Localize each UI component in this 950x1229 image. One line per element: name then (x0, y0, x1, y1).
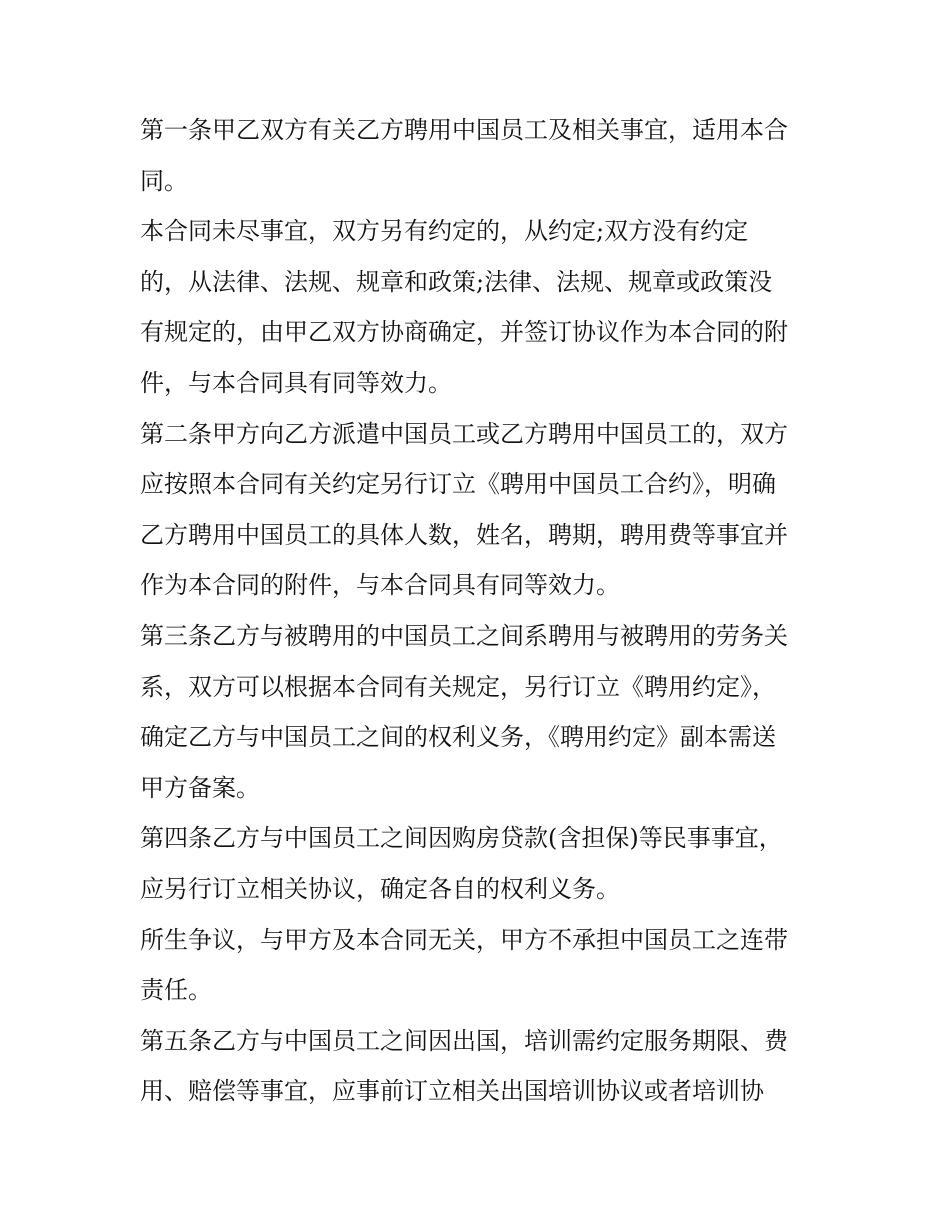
text-line: 责任。 (140, 976, 212, 1005)
text-line: 乙方聘用中国员工的具体人数，姓名，聘期，聘用费等事宜并 (140, 520, 788, 549)
text-line: 第四条乙方与中国员工之间因购房贷款(含担保)等民事事宜， (140, 824, 783, 853)
text-line: 甲方备案。 (140, 773, 260, 802)
text-line: 第三条乙方与被聘用的中国员工之间系聘用与被聘用的劳务关 (140, 621, 788, 650)
text-line: 应另行订立相关协议，确定各自的权利义务。 (140, 874, 620, 903)
text-line: 确定乙方与中国员工之间的权利义务，《聘用约定》副本需送 (140, 723, 776, 752)
text-line: 件，与本合同具有同等效力。 (140, 368, 452, 397)
text-line: 用、赔偿等事宜，应事前订立相关出国培训协议或者培训协 (140, 1077, 764, 1106)
text-line: 本合同未尽事宜，双方另有约定的，从约定;双方没有约定 (140, 217, 749, 246)
contract-body-text (140, 108, 830, 1120)
text-line: 作为本合同的附件，与本合同具有同等效力。 (140, 571, 620, 600)
text-line: 的，从法律、法规、规章和政策;法律、法规、规章或政策没 (140, 267, 773, 296)
text-line: 应按照本合同有关约定另行订立《聘用中国员工合约》，明确 (140, 470, 776, 499)
text-line: 系，双方可以根据本合同有关规定，另行订立《聘用约定》， (140, 672, 776, 701)
text-line: 第二条甲方向乙方派遣中国员工或乙方聘用中国员工的，双方 (140, 419, 788, 448)
text-line: 第一条甲乙双方有关乙方聘用中国员工及相关事宜，适用本合 (140, 116, 788, 144)
text-line: 同。 (140, 166, 188, 195)
text-line: 有规定的，由甲乙双方协商确定，并签订协议作为本合同的附 (140, 318, 788, 347)
text-line: 所生争议，与甲方及本合同无关，甲方不承担中国员工之连带 (140, 925, 788, 954)
text-line: 第五条乙方与中国员工之间因出国，培训需约定服务期限、费 (140, 1026, 788, 1055)
